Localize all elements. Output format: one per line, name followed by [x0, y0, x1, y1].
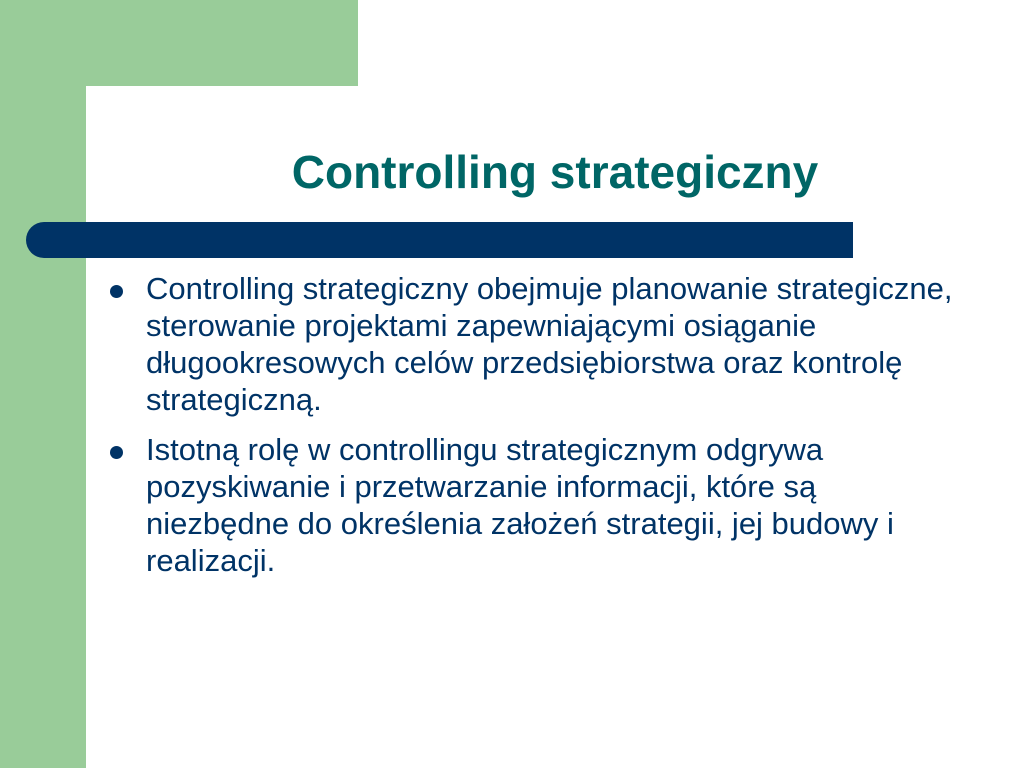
green-top-decoration — [0, 0, 358, 86]
bullet-item — [104, 270, 964, 418]
bullet-list — [104, 270, 964, 592]
bullet-dot-icon — [110, 285, 123, 298]
green-sidebar-decoration — [0, 0, 86, 768]
title-underline-bar — [26, 222, 853, 258]
bullet-item — [104, 431, 964, 579]
bullet-dot-icon — [110, 446, 123, 459]
bullet-text: Istotną rolę w controllingu strategicznym odgrywa pozyskiwanie i przetwarzanie informacji, które są niezbędne do określenia założeń strategii, jej budowy i realizacji. — [146, 432, 894, 578]
bullet-text: Controlling strategiczny obejmuje planowanie strategiczne, sterowanie projektami zapewniającymi osiąganie długookresowych celów przedsiębiorstwa oraz kontrolę strategiczną. — [146, 271, 953, 417]
slide-title: Controlling strategiczny — [291, 146, 819, 198]
